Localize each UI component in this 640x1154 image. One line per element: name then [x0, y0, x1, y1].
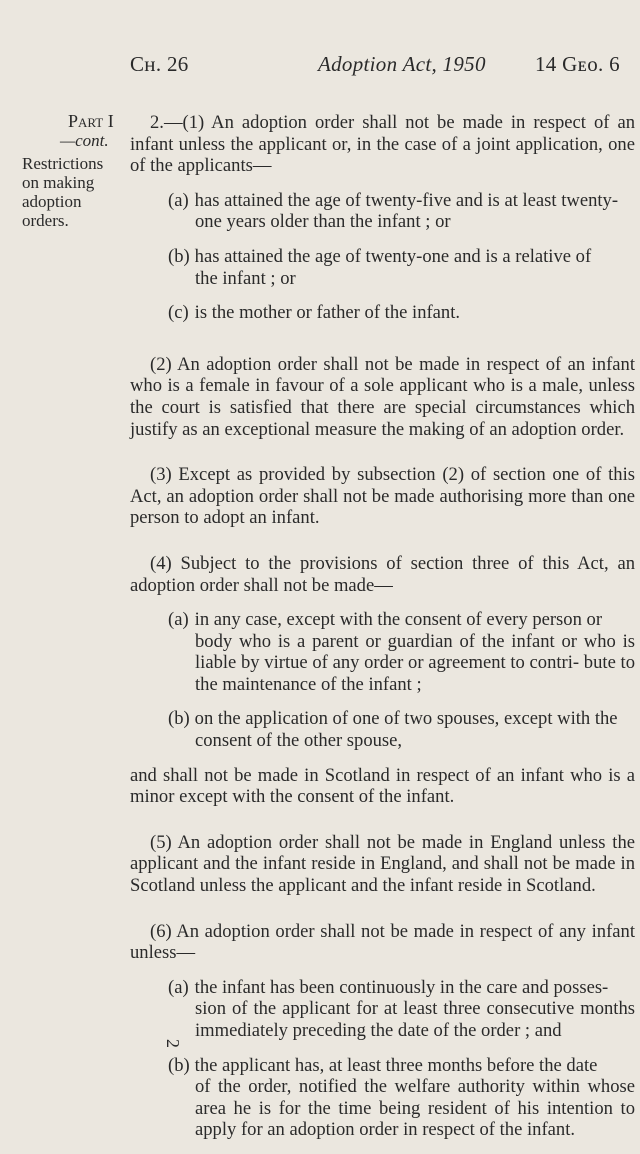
margin-cont: —cont. — [60, 131, 109, 150]
margin-side-note: Restrictions on making adoption orders. — [22, 154, 104, 230]
item-text-rest: body who is a parent or guardian of the infant or who is liable by virtue of any order or agreement to contri- bute to the maintenance of the infant ; — [195, 630, 635, 695]
subsection-3: (3) Except as provided by subsection (2) of section one of this Act, an adoption order shall not be made authorising more than one person to adopt an infant. — [130, 464, 635, 529]
running-header-title: Adoption Act, 1950 — [318, 52, 486, 76]
item-label: (b) — [168, 1054, 190, 1076]
subsection-6-b — [168, 1055, 635, 1141]
subsection-6-intro: (6) An adoption order shall not be made in respect of any infant unless— — [130, 920, 635, 964]
subsection-1-c — [168, 302, 635, 324]
item-text-first: the infant has been continuously in the care and posses- — [194, 976, 609, 998]
subsection-4-b — [168, 708, 635, 751]
item-label: (b) — [168, 245, 190, 267]
item-text-first: on the application of one of two spouses, except with the — [194, 708, 618, 730]
item-text-rest: the infant ; or — [195, 267, 296, 289]
running-header-regnal: 14 Gᴇᴏ. 6 — [535, 52, 620, 76]
item-text-rest: sion of the applicant for at least three consecutive months immediately preceding the date of the order ; and — [195, 998, 635, 1041]
item-label: (c) — [168, 302, 189, 324]
item-label: (a) — [168, 609, 189, 631]
item-text-first: has attained the age of twenty-five and is at least twenty- — [194, 189, 619, 211]
subsection-1-b — [168, 246, 635, 289]
running-header-chapter: Cʜ. 26 — [130, 52, 189, 76]
subsection-6-a — [168, 977, 635, 1042]
subsection-1-a — [168, 190, 635, 233]
subsection-5: (5) An adoption order shall not be made in England unless the applicant and the infant reside in England, and shall not be made in Scotland unless the applicant and the infant reside in Scotland. — [130, 831, 635, 897]
item-text-first: in any case, except with the consent of every person or — [194, 609, 603, 631]
item-text-rest: one years older than the infant ; or — [195, 211, 451, 233]
subsection-2: (2) An adoption order shall not be made in respect of an infant who is a female in favour of a sole applicant who is a male, unless the court is satisfied that there are special circumstances which justify as an exceptional measure the making of an adoption order. — [130, 353, 635, 440]
margin-part: Part I — [68, 111, 114, 131]
subsection-1-intro: 2.—(1) An adoption order shall not be made in respect of an infant unless the applicant or, in the case of a joint application, one of the applicants— — [130, 112, 635, 177]
item-label: (a) — [168, 189, 189, 211]
signature-mark: 2 — [163, 1039, 183, 1048]
item-text-first: has attained the age of twenty-one and is a relative of — [194, 245, 592, 267]
item-text-rest: consent of the other spouse, — [195, 730, 403, 752]
item-text-first: is the mother or father of the infant. — [194, 302, 461, 324]
subsection-4-intro: (4) Subject to the provisions of section three of this Act, an adoption order shall not be made— — [130, 552, 635, 596]
subsection-4-tail: and shall not be made in Scotland in respect of an infant who is a minor except with the consent of the infant. — [130, 764, 635, 808]
item-label: (a) — [168, 976, 189, 998]
item-text-first: the applicant has, at least three months before the date — [194, 1054, 598, 1076]
margin-notes — [22, 112, 122, 230]
subsection-4-a — [168, 609, 635, 695]
item-label: (b) — [168, 708, 190, 730]
section-body — [130, 112, 635, 1154]
item-text-rest: of the order, notified the welfare authority within whose area he is for the time being resident of his intention to apply for an adoption order in respect of the infant. — [195, 1076, 635, 1141]
